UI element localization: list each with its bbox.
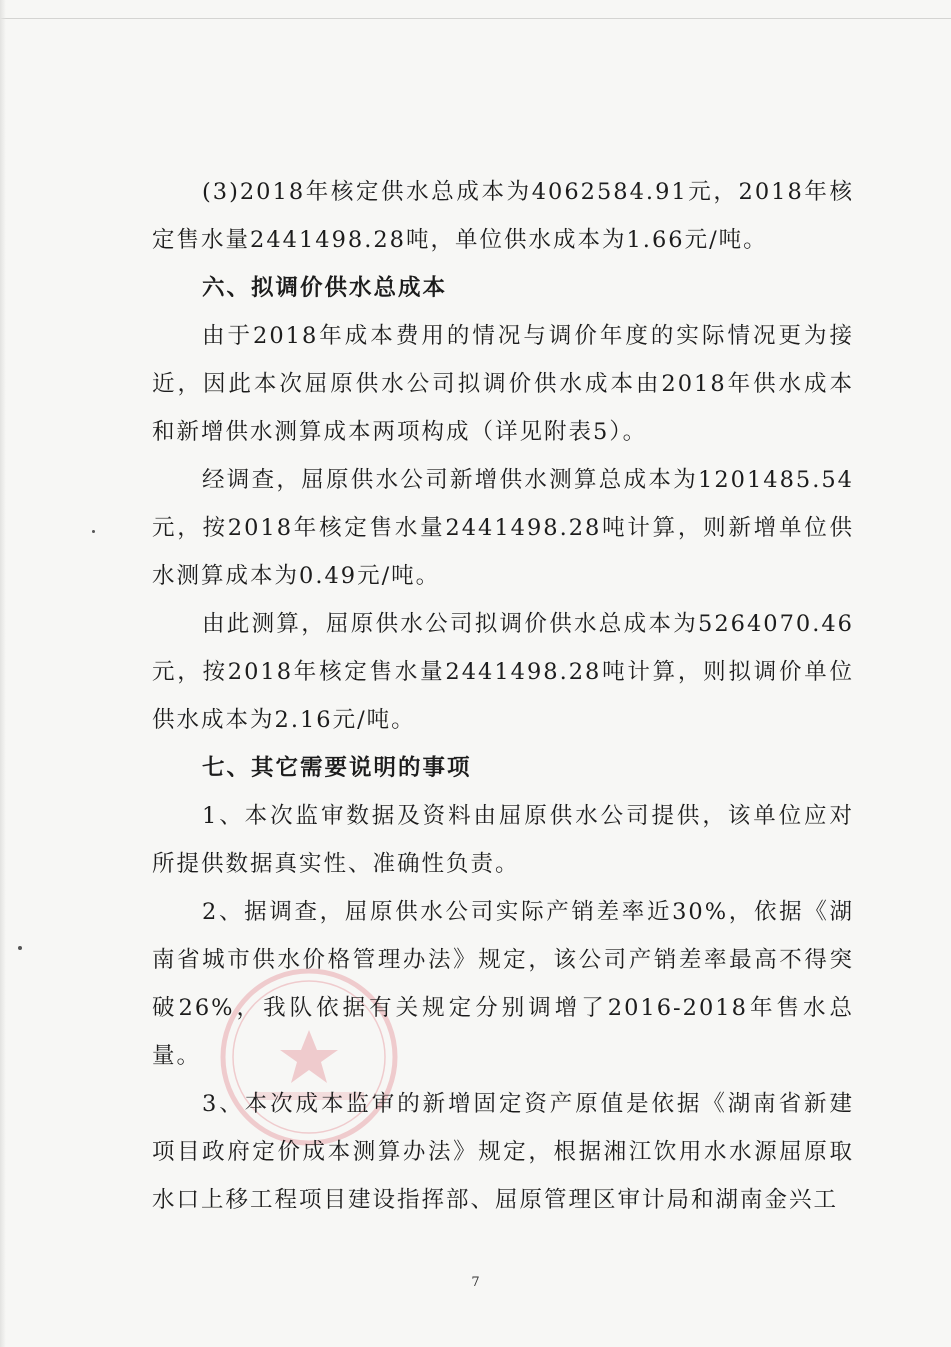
scan-speck bbox=[92, 530, 95, 533]
section-heading-six: 六、拟调价供水总成本 bbox=[202, 275, 448, 301]
paragraph-note-3: 3、本次成本监审的新增固定资产原值是依据《湖南省新建项目政府定价成本测算办法》规定，根据湘江饮用水水源屈原取水口上移工程项目建设指挥部、屈原管理区审计局和湖南金兴工 bbox=[152, 1091, 854, 1213]
page-number: 7 bbox=[471, 1275, 480, 1290]
paragraph-cost-basis: 由于2018年成本费用的情况与调价年度的实际情况更为接近，因此本次屈原供水公司拟调价供水成本由2018年供水成本和新增供水测算成本两项构成（详见附表5）。 bbox=[152, 323, 854, 445]
document-body bbox=[152, 168, 854, 1224]
scan-speck bbox=[18, 946, 22, 950]
paragraph-note-2: 2、据调查，屈原供水公司实际产销差率近30%，依据《湖南省城市供水价格管理办法》规定，该公司产销差率最高不得突破26%，我队依据有关规定分别调增了2016-2018年售水总量。 bbox=[152, 899, 854, 1069]
paragraph-cost-summary: (3)2018年核定供水总成本为4062584.91元，2018年核定售水量2441498.28吨，单位供水成本为1.66元/吨。 bbox=[152, 179, 854, 253]
paragraph-total-cost: 由此测算，屈原供水公司拟调价供水总成本为5264070.46元，按2018年核定售水量2441498.28吨计算，则拟调价单位供水成本为2.16元/吨。 bbox=[152, 611, 854, 733]
page-top-edge bbox=[0, 18, 951, 19]
paragraph-new-cost: 经调查，屈原供水公司新增供水测算总成本为1201485.54元，按2018年核定售水量2441498.28吨计算，则新增单位供水测算成本为0.49元/吨。 bbox=[152, 467, 854, 589]
scan-left-shadow bbox=[0, 0, 6, 1347]
paragraph-note-1: 1、本次监审数据及资料由屈原供水公司提供，该单位应对所提供数据真实性、准确性负责。 bbox=[152, 803, 854, 877]
section-heading-seven: 七、其它需要说明的事项 bbox=[202, 755, 472, 781]
